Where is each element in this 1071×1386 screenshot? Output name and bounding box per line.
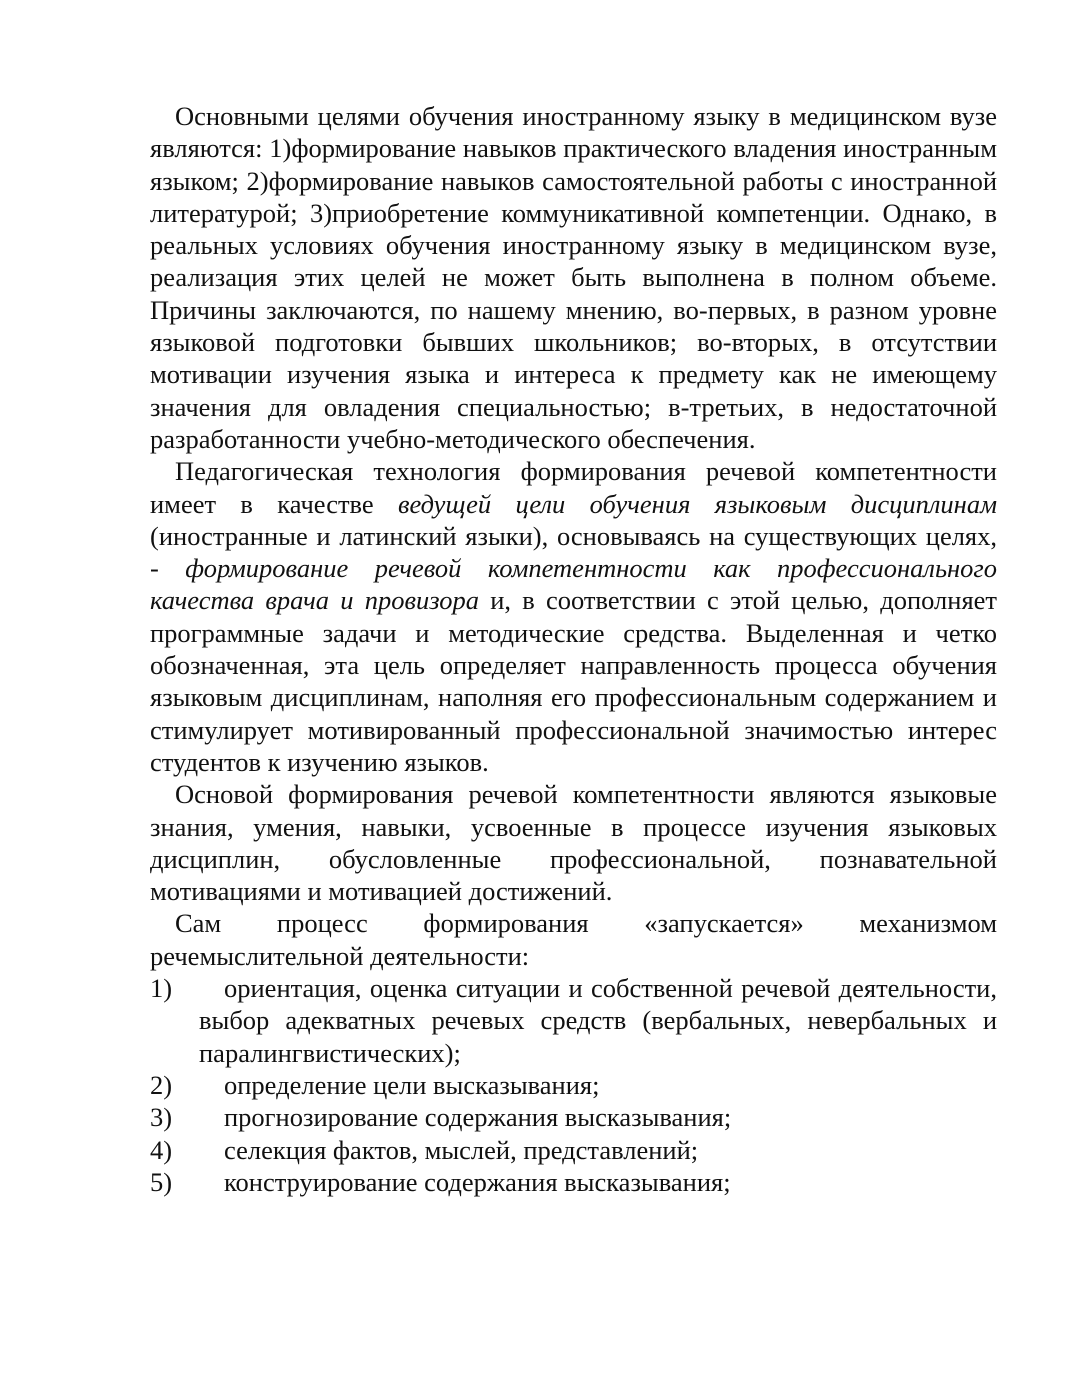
document-page xyxy=(150,100,997,1198)
list-item-text: ориентация, оценка ситуации и собственной речевой деятельности, выбор адекватных речевых средств (вербальных, невербальных и паралингвистических); xyxy=(199,973,997,1068)
list-item xyxy=(150,1166,997,1198)
paragraph-technology-text-1: Педагогическая технология формирования речевой компетентности имеет в качестве xyxy=(150,456,997,519)
list-item-number: 3) xyxy=(150,1102,173,1133)
paragraph-technology-italic-2: формирование речевой компетентности как профессионального качества врача и провизора xyxy=(150,553,997,616)
paragraph-technology xyxy=(150,455,997,778)
paragraph-technology-text-2: (иностранные и латинский языки), основываясь на существующих целях, - xyxy=(150,520,997,584)
list-item-text: определение цели высказывания; xyxy=(224,1069,600,1100)
list-item-text: селекция фактов, мыслей, представлений; xyxy=(224,1134,699,1165)
list-item xyxy=(150,972,997,1069)
list-item xyxy=(150,1069,997,1101)
list-item-text: прогнозирование содержания высказывания; xyxy=(224,1102,732,1133)
paragraph-technology-text-3: и, в соответствии с этой целью, дополняет программные задачи и методические средства. Выделенная и четко обозначенная, эта цель определяет направленность процесса обучения языковым дисциплинам, наполняя его профессиональным содержанием и стимулирует мотивированный профессиональной значимостью интерес студентов к изучению языков. xyxy=(150,585,997,777)
list-item-text: конструирование содержания высказывания; xyxy=(224,1166,731,1197)
list-item xyxy=(150,1101,997,1133)
list-item-number: 2) xyxy=(150,1069,173,1100)
paragraph-basis: Основой формирования речевой компетентности являются языковые знания, умения, навыки, усвоенные в процессе изучения языковых дисциплин, обусловленные профессиональной, познавательной мотивациями и мотивацией достижений. xyxy=(150,779,997,907)
list-item-number: 5) xyxy=(150,1166,173,1197)
paragraph-process: Сам процесс формирования «запускается» механизмом речемыслительной деятельности: xyxy=(150,908,997,971)
process-steps-list xyxy=(150,972,997,1198)
list-item-number: 1) xyxy=(150,973,173,1004)
paragraph-goals: Основными целями обучения иностранному языку в медицинском вузе являются: 1)формирование навыков практического владения иностранным языком; 2)формирование навыков самостоятельной работы с иностранной литературой; 3)приобретение коммуникативной компетенции. Однако, в реальных условиях обучения иностранному языку в медицинском вузе, реализация этих целей не может быть выполнена в полном объеме. Причины заключаются, по нашему мнению, во-первых, в разном уровне языковой подготовки бывших школьников; во-вторых, в отсутствии мотивации изучения языка и интереса к предмету как не имеющему значения для овладения специальностью; в-третьих, в недостаточной разработанности учебно-методического обеспечения. xyxy=(150,101,997,454)
list-item-number: 4) xyxy=(150,1134,173,1165)
list-item xyxy=(150,1134,997,1166)
paragraph-technology-italic-1: ведущей цели обучения языковым дисциплинам xyxy=(398,488,997,519)
